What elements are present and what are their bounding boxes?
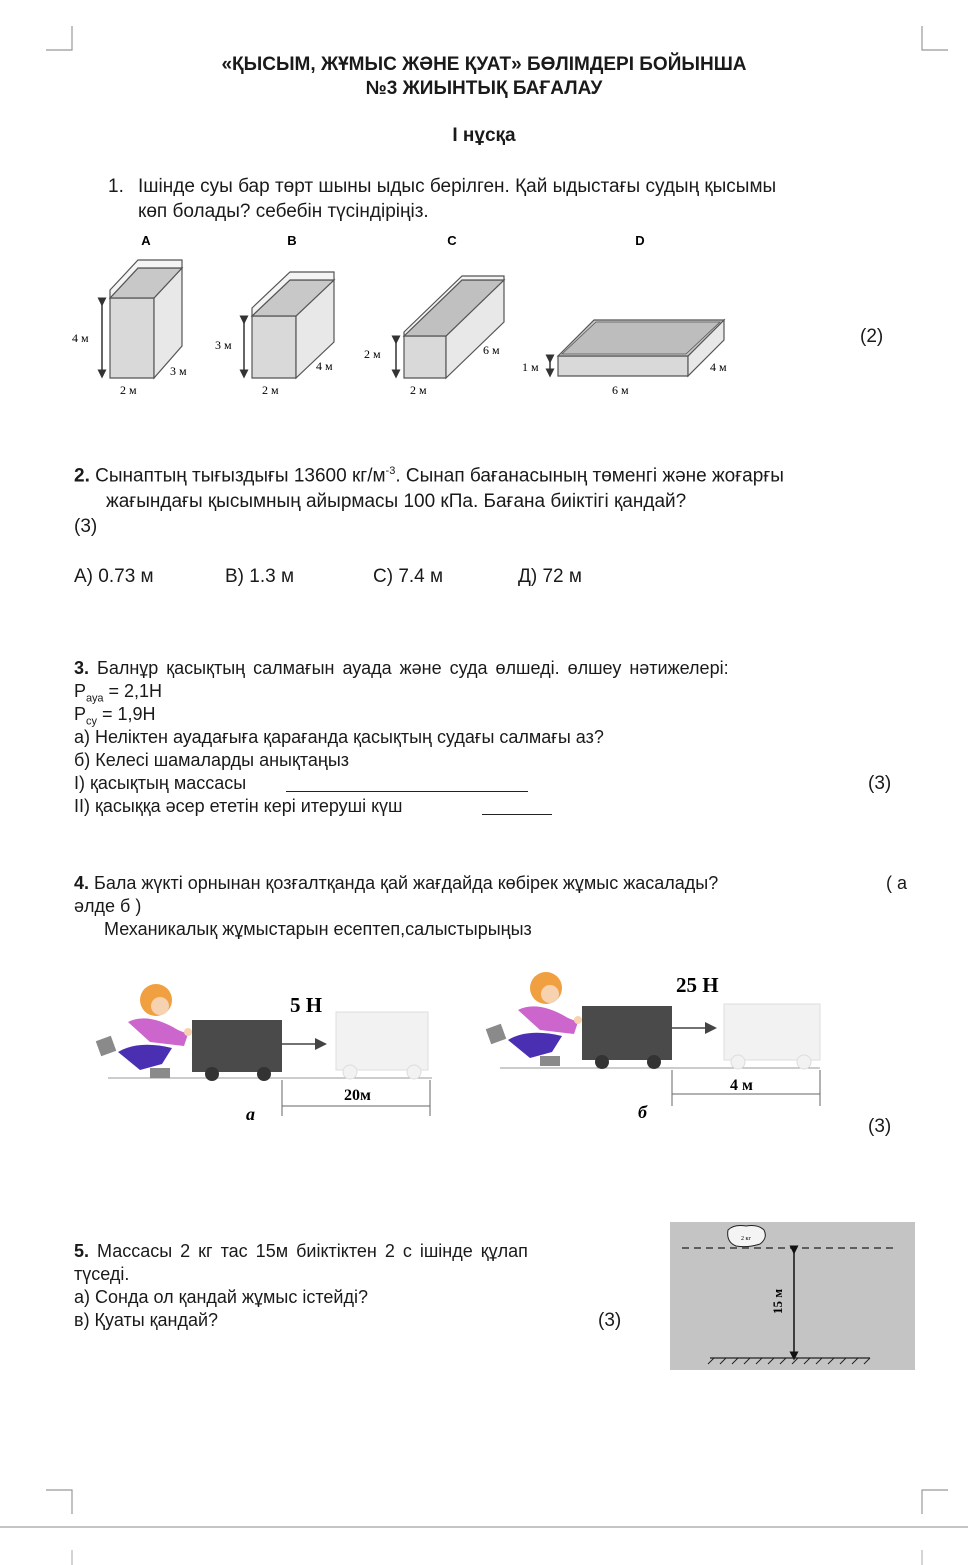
q4-figure-b [480, 960, 840, 1130]
q2-text-sup: -3 [385, 465, 396, 477]
q5-falling-stone-figure [670, 1222, 915, 1370]
ghost-cart-a [336, 1012, 428, 1079]
dist-b: 4 м [730, 1077, 753, 1094]
dim-a-width: 2 м [120, 383, 137, 397]
q4-points: (3) [868, 1116, 892, 1137]
dim-d-width: 6 м [612, 383, 629, 397]
label-b: B [287, 233, 297, 248]
dim-d-height: 1 м [522, 360, 539, 374]
page-title-line1: «ҚЫСЫМ, ЖҰМЫС ЖӘНЕ ҚУАТ» БӨЛІМДЕРІ БОЙЫНША [221, 54, 747, 75]
q4-text-line2: әлде б ) [74, 896, 142, 916]
q5-part-a: а) Сонда ол қандай жұмыс істейді? [74, 1287, 368, 1307]
q3-answer-line-ii[interactable] [482, 814, 552, 815]
boy-a [96, 984, 192, 1078]
q5-part-b: в) Қуаты қандай? [74, 1310, 219, 1330]
q1-points: (2) [860, 326, 884, 347]
q3-item-i: I) қасықтың массасы [74, 773, 247, 793]
q3-part-a: а) Неліктен ауадағыға қарағанда қасықтың судағы салмағы аз? [74, 727, 604, 747]
dim-c-depth: 6 м [483, 343, 500, 357]
force-b: 25 Н [676, 973, 719, 997]
label-d: D [635, 233, 645, 248]
q1-containers-figure [60, 228, 780, 408]
dim-b-depth: 4 м [316, 359, 333, 373]
dist-a: 20м [344, 1087, 371, 1104]
q3-answer-line-i[interactable] [286, 791, 528, 792]
q2-text-post: . Сынап бағанасының төменгі және жоғарғы [395, 465, 784, 487]
q4-figure-a [88, 960, 448, 1130]
q3-number: 3. [74, 658, 90, 678]
q4-number: 4. [74, 873, 90, 893]
container-a [110, 260, 182, 378]
q2-option-b: В) 1.3 м [225, 566, 295, 587]
q5-points: (3) [598, 1310, 622, 1331]
fig-label-a: а [246, 1104, 255, 1124]
q3-p-air: $P_{ауа} = 2,1Н$ [74, 681, 163, 705]
q2-points: (3) [74, 516, 98, 537]
dim-c-width: 2 м [410, 383, 427, 397]
q2-text-pre: Сынаптың тығыздығы 13600 кг/м [89, 465, 386, 487]
container-c [404, 276, 504, 378]
q1-number: 1. [108, 176, 124, 197]
fig-label-b: б [638, 1102, 647, 1122]
height-label: 15 м [770, 1288, 785, 1314]
q4-text-line1-right: ( а [886, 873, 908, 893]
q2-option-c: С) 7.4 м [373, 566, 444, 587]
q5-text-line1: Массасы 2 кг тас 15м биіктіктен 2 с ішінде құлап [89, 1241, 528, 1261]
q3-item-ii: II) қасыққа әсер ететін кері итеруші күш [74, 796, 403, 816]
cart-b [582, 1006, 672, 1069]
q2-text-line2: жағындағы қысымның айырмасы 100 кПа. Бағана биіктігі қандай? [106, 491, 687, 512]
q2-option-d: Д) 72 м [518, 566, 582, 587]
page-title-line2: №3 ЖИЫНТЫҚ БАҒАЛАУ [365, 78, 603, 99]
stone-mass: 2 кг [741, 1236, 751, 1242]
q1-text-line1: Ішінде суы бар төрт шыны ыдыс берілген. Қай ыдыстағы судың қысымы [138, 176, 777, 197]
q2-number: 2. [74, 465, 90, 487]
stone-icon [728, 1226, 766, 1247]
dim-b-width: 2 м [262, 383, 279, 397]
q1-text-line2: көп болады? себебін түсіндіріңіз. [138, 201, 429, 222]
q2-option-a: А) 0.73 м [74, 566, 154, 587]
q4-text-line1: Бала жүкті орнынан қозғалтқанда қай жағдайда көбірек жұмыс жасалады? [89, 873, 719, 893]
force-a: 5 Н [290, 993, 323, 1017]
q3-part-b: б) Келесі шамаларды анықтаңыз [74, 750, 350, 770]
label-c: C [447, 233, 457, 248]
dim-a-depth: 3 м [170, 364, 187, 378]
dim-d-depth: 4 м [710, 360, 727, 374]
boy-b [486, 972, 582, 1066]
q3-p-water: $P_{су} = 1,9Н$ [74, 704, 156, 728]
variant-title: І нұсқа [452, 125, 516, 146]
q4-text-line3: Механикалық жұмыстарын есептеп,салыстырыңыз [104, 919, 532, 939]
dim-a-height: 4 м [72, 331, 89, 345]
container-d [558, 320, 724, 376]
dim-c-height: 2 м [364, 347, 381, 361]
q3-points: (3) [868, 773, 892, 794]
q5-number: 5. [74, 1241, 90, 1261]
cart-a [192, 1020, 282, 1081]
dim-b-height: 3 м [215, 338, 232, 352]
q5-text-line2: түседі. [74, 1264, 130, 1284]
label-a: A [141, 233, 151, 248]
q3-text-line1: Балнұр қасықтың салмағын ауада және суда өлшеді. өлшеу нәтижелері: [89, 658, 729, 678]
ghost-cart-b [724, 1004, 820, 1069]
